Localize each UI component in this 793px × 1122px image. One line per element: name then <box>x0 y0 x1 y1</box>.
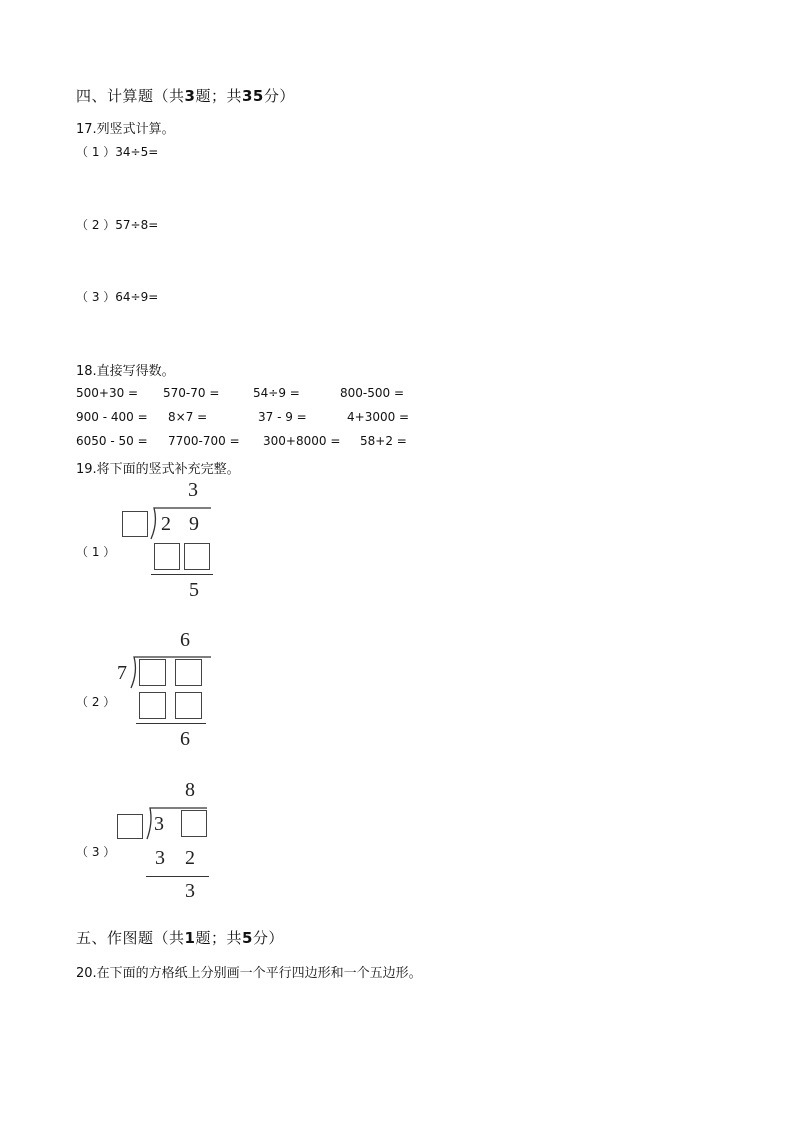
mental-r1-c1: 500+30 = <box>76 386 139 400</box>
division-3-remainder: 3 <box>185 880 195 902</box>
section-4-title-mid: 题；共 <box>195 87 242 105</box>
question-17-item-3: （ 3 ）64÷9= <box>76 290 159 304</box>
mental-r3-c3: 300+8000 = <box>263 434 341 448</box>
division-3-divisor-box[interactable] <box>117 814 143 839</box>
mental-r2-c4: 4+3000 = <box>347 410 410 424</box>
division-1-quotient: 3 <box>188 479 198 501</box>
division-3-dividend-box[interactable] <box>181 810 207 837</box>
section-4-count: 3 <box>184 87 196 105</box>
division-1-subtract-line <box>151 574 213 575</box>
question-20-title: 20.在下面的方格纸上分别画一个平行四边形和一个五边形。 <box>76 966 422 981</box>
division-3-product-b: 2 <box>185 847 195 869</box>
division-2-quotient: 6 <box>180 629 190 651</box>
section-5-title-pre: 五、作图题（共 <box>76 929 185 947</box>
question-17-title: 17.列竖式计算。 <box>76 122 175 137</box>
division-2-product-box-2[interactable] <box>175 692 202 719</box>
question-18-title: 18.直接写得数。 <box>76 364 175 379</box>
section-5-title-post: 分） <box>252 929 284 947</box>
division-1-dividend-b: 9 <box>189 513 199 535</box>
mental-r1-c3: 54÷9 = <box>253 386 300 400</box>
question-17-item-1: （ 1 ）34÷5= <box>76 145 159 159</box>
division-2-divisor: 7 <box>117 662 127 684</box>
mental-r2-c2: 8×7 = <box>168 410 208 424</box>
division-3-dividend-a: 3 <box>154 813 164 835</box>
mental-r2-c3: 37 - 9 = <box>258 410 307 424</box>
division-2-label: （ 2 ） <box>76 695 116 709</box>
division-1-divisor-box[interactable] <box>122 511 148 537</box>
division-1-remainder: 5 <box>189 579 199 601</box>
division-1-dividend-a: 2 <box>161 513 171 535</box>
section-4-title-pre: 四、计算题（共 <box>76 87 185 105</box>
division-3-quotient: 8 <box>185 779 195 801</box>
division-2-dividend-box-1[interactable] <box>139 659 166 686</box>
mental-r1-c2: 570-70 = <box>163 386 220 400</box>
mental-r2-c1: 900 - 400 = <box>76 410 148 424</box>
division-3-subtract-line <box>146 876 209 877</box>
section-5-title <box>76 927 284 948</box>
division-1-bracket <box>149 505 213 541</box>
section-5-count: 1 <box>184 929 196 947</box>
section-5-score: 5 <box>241 929 253 947</box>
mental-r1-c4: 800-500 = <box>340 386 405 400</box>
division-3-product-a: 3 <box>155 847 165 869</box>
mental-r3-c1: 6050 - 50 = <box>76 434 148 448</box>
division-2-remainder: 6 <box>180 728 190 750</box>
question-17-item-2: （ 2 ）57÷8= <box>76 218 159 232</box>
mental-r3-c4: 58+2 = <box>360 434 407 448</box>
section-5-title-mid: 题；共 <box>195 929 242 947</box>
question-19-title: 19.将下面的竖式补充完整。 <box>76 462 240 477</box>
division-1-product-box-1[interactable] <box>154 543 180 570</box>
section-4-score: 35 <box>241 87 264 105</box>
division-3-label: （ 3 ） <box>76 845 116 859</box>
division-2-product-box-1[interactable] <box>139 692 166 719</box>
division-2-subtract-line <box>136 723 206 724</box>
section-4-title <box>76 85 295 106</box>
division-1-label: （ 1 ） <box>76 545 116 559</box>
mental-r3-c2: 7700-700 = <box>168 434 240 448</box>
division-2-dividend-box-2[interactable] <box>175 659 202 686</box>
section-4-title-post: 分） <box>263 87 295 105</box>
division-1-product-box-2[interactable] <box>184 543 210 570</box>
